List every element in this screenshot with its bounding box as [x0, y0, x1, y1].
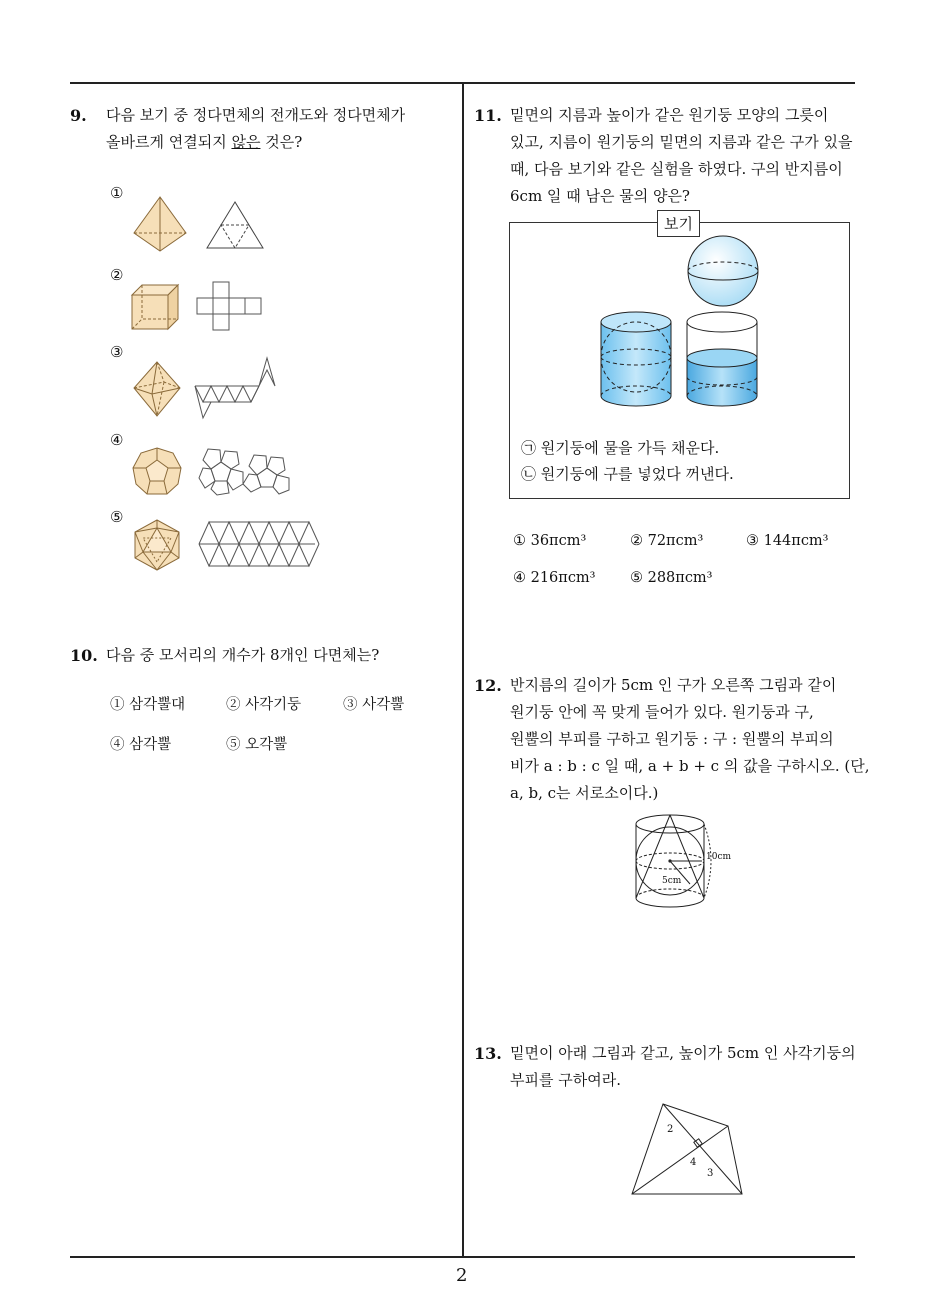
cylinder-sphere-cone-figure [632, 812, 742, 912]
option-mark-4[interactable]: ④ [110, 431, 124, 449]
icosahedron-figure [131, 518, 183, 572]
answer-option-2[interactable]: ② 72πcm³ [630, 533, 704, 549]
option-mark-5[interactable]: ⑤ [110, 508, 124, 526]
figure-label-4: 4 [690, 1157, 697, 1168]
cylinder-full-figure [598, 310, 674, 408]
question-text: 다음 중 모서리의 개수가 8개인 다면체는? [106, 646, 380, 664]
page-number: 2 [456, 1265, 468, 1286]
question-number: 12. [474, 676, 502, 695]
tetrahedron-net-figure [205, 200, 265, 250]
answer-option-5[interactable]: ⑤ 오각뿔 [226, 737, 288, 753]
question-text-line: 다음 보기 중 정다면체의 전개도와 정다면체가 [106, 106, 406, 124]
question-number: 10. [70, 646, 98, 665]
example-step-1: ㉠ 원기둥에 물을 가득 채운다. [521, 439, 720, 457]
bottom-rule [70, 1256, 855, 1258]
octahedron-figure [132, 360, 182, 418]
example-box-label: 보기 [657, 210, 700, 237]
answer-option-3[interactable]: ③ 사각뿔 [343, 697, 405, 713]
question-11 [474, 102, 864, 212]
figure-label-radius: 5cm [662, 876, 682, 886]
question-text-line: a, b, c는 서로소이다.) [510, 784, 659, 802]
question-text-line: 부피를 구하여라. [510, 1071, 621, 1089]
column-divider [462, 82, 464, 1257]
dodecahedron-figure [131, 446, 183, 498]
question-text-line: 원기둥 안에 꼭 맞게 들어가 있다. 원기둥과 구, [510, 703, 814, 721]
question-number: 13. [474, 1044, 502, 1063]
cube-net-figure [195, 280, 265, 332]
answer-option-5[interactable]: ⑤ 288πcm³ [630, 570, 713, 586]
option-mark-1[interactable]: ① [110, 184, 124, 202]
octahedron-net-figure [193, 356, 279, 420]
question-text-line: 올바르게 연결되지 않은 것은? [106, 133, 303, 151]
cylinder-partial-figure [684, 310, 760, 408]
sphere-figure [686, 234, 760, 308]
question-12 [474, 672, 870, 812]
question-number: 11. [474, 106, 502, 125]
dodecahedron-net-figure [197, 446, 292, 496]
quadrilateral-base-figure [630, 1102, 745, 1197]
question-number: 9. [70, 106, 87, 125]
question-text-line: 밑면의 지름과 높이가 같은 원기둥 모양의 그릇이 [510, 106, 829, 124]
option-mark-3[interactable]: ③ [110, 343, 124, 361]
answer-option-3[interactable]: ③ 144πcm³ [746, 533, 829, 549]
question-text-line: 원뿔의 부피를 구하고 원기둥 : 구 : 원뿔의 부피의 [510, 730, 834, 748]
answer-option-4[interactable]: ④ 삼각뿔 [110, 737, 172, 753]
question-text-line: 밑면이 아래 그림과 같고, 높이가 5cm 인 사각기둥의 [510, 1044, 856, 1062]
question-text-line: 비가 a : b : c 일 때, a + b + c 의 값을 구하시오. (단, [510, 757, 870, 775]
answer-option-2[interactable]: ② 사각기둥 [226, 697, 302, 713]
question-text-line: 때, 다음 보기와 같은 실험을 하였다. 구의 반지름이 [510, 160, 843, 178]
answer-option-4[interactable]: ④ 216πcm³ [513, 570, 596, 586]
cube-figure [130, 283, 182, 331]
example-step-2: ㉡ 원기둥에 구를 넣었다 꺼낸다. [521, 465, 734, 483]
answer-option-1[interactable]: ① 삼각뿔대 [110, 697, 186, 713]
answer-option-1[interactable]: ① 36πcm³ [513, 533, 587, 549]
icosahedron-net-figure [197, 520, 325, 568]
question-text-line: 반지름의 길이가 5cm 인 구가 오른쪽 그림과 같이 [510, 676, 837, 694]
question-13 [474, 1040, 864, 1100]
figure-label-height: 10cm [706, 852, 732, 862]
emphasis-underline: 않은 [231, 133, 261, 151]
figure-label-3: 3 [707, 1168, 714, 1179]
question-text-line: 6cm 일 때 남은 물의 양은? [510, 187, 690, 205]
tetrahedron-figure [130, 195, 190, 255]
option-mark-2[interactable]: ② [110, 266, 124, 284]
question-text-line: 있고, 지름이 원기둥의 밑면의 지름과 같은 구가 있을 [510, 133, 853, 151]
figure-label-2: 2 [667, 1124, 674, 1135]
